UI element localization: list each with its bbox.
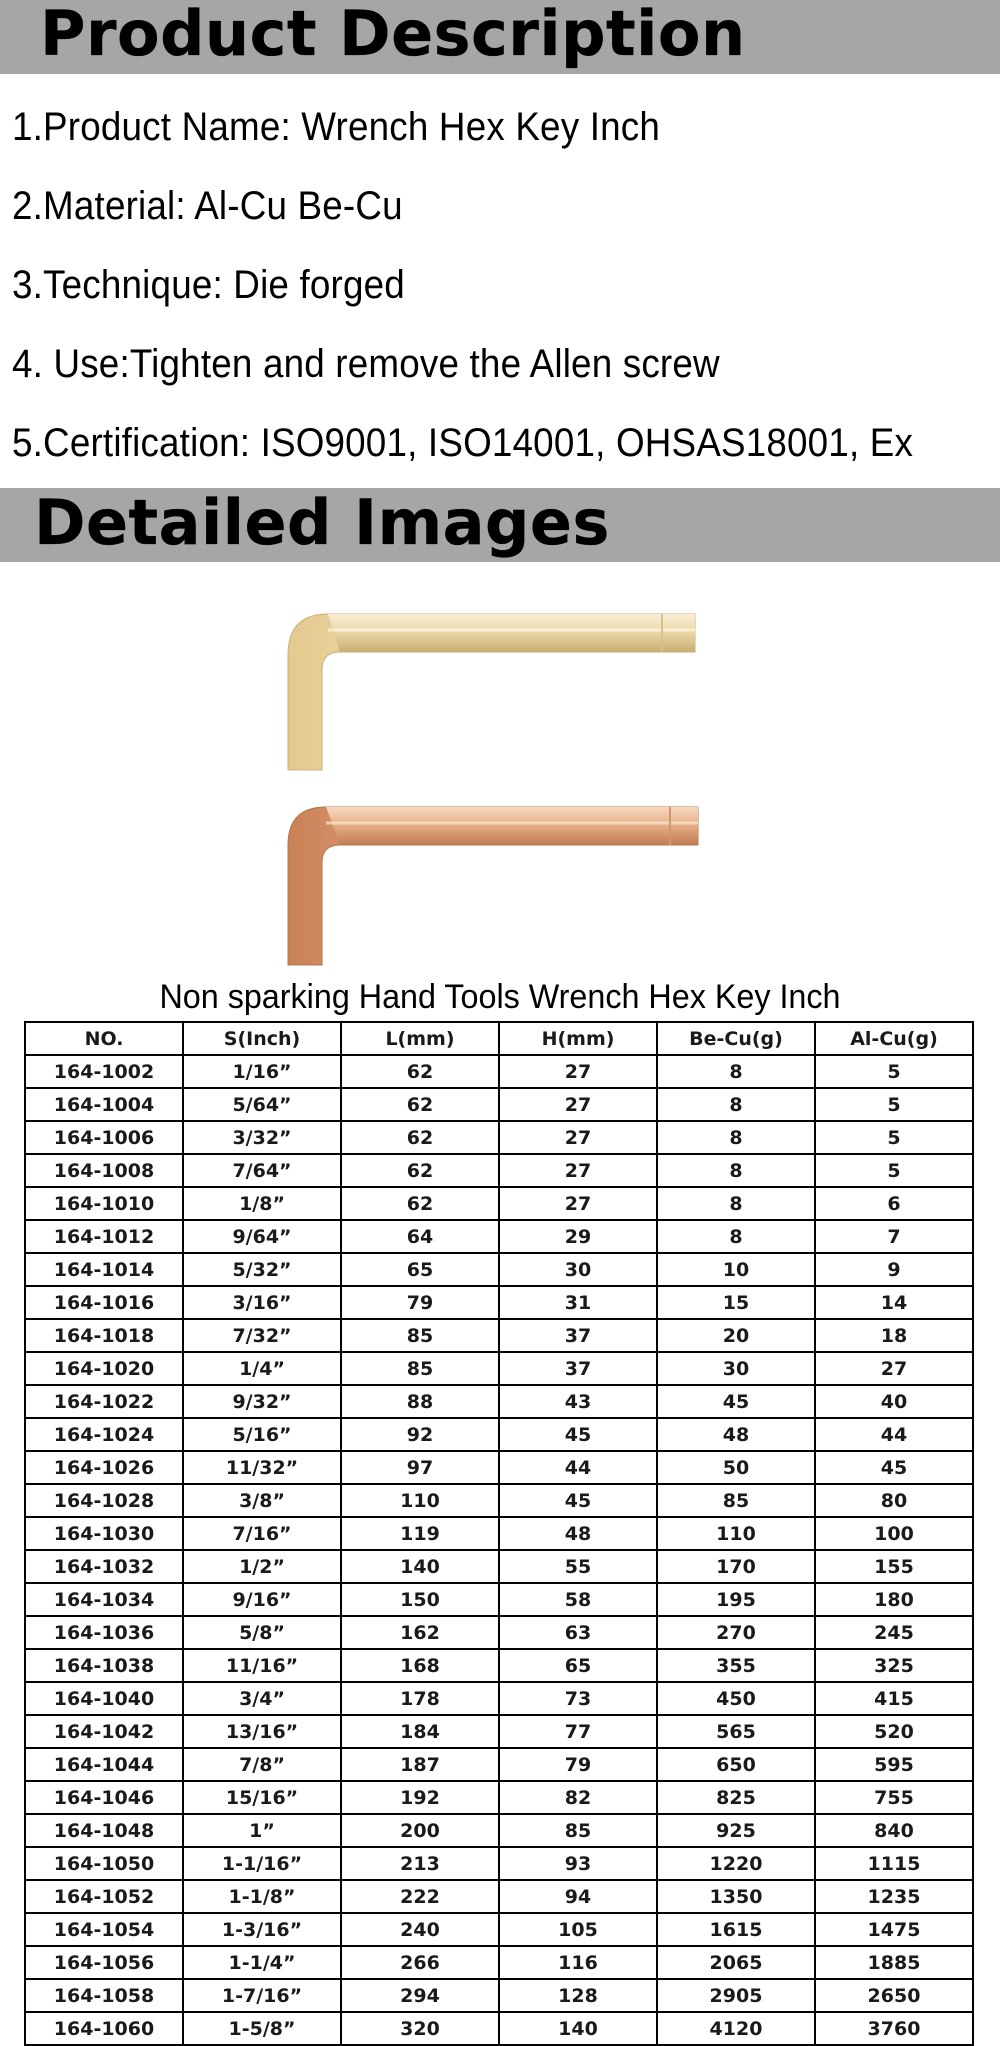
table-cell: 85 [341, 1319, 499, 1352]
table-cell: 9/32” [183, 1385, 341, 1418]
table-cell: 1” [183, 1814, 341, 1847]
table-cell: 55 [499, 1550, 657, 1583]
table-cell: 14 [815, 1286, 973, 1319]
table-cell: 320 [341, 2012, 499, 2045]
table-cell: 93 [499, 1847, 657, 1880]
table-cell: 825 [657, 1781, 815, 1814]
table-cell: 30 [499, 1253, 657, 1286]
table-cell: 195 [657, 1583, 815, 1616]
section-banner-detailed-images [0, 488, 1000, 562]
table-row [25, 1517, 973, 1550]
table-cell: 63 [499, 1616, 657, 1649]
table-row [25, 1088, 973, 1121]
table-cell: 1-1/4” [183, 1946, 341, 1979]
table-cell: 29 [499, 1220, 657, 1253]
table-cell: 5 [815, 1121, 973, 1154]
table-cell: 65 [341, 1253, 499, 1286]
table-cell: 1475 [815, 1913, 973, 1946]
table-cell: 155 [815, 1550, 973, 1583]
table-cell: 80 [815, 1484, 973, 1517]
table-row [25, 1352, 973, 1385]
table-header-row [25, 1022, 973, 1055]
table-cell: 7 [815, 1220, 973, 1253]
table-cell: 116 [499, 1946, 657, 1979]
table-row [25, 1880, 973, 1913]
table-cell: 5 [815, 1088, 973, 1121]
table-cell: 3/8” [183, 1484, 341, 1517]
table-cell: 4120 [657, 2012, 815, 2045]
table-row [25, 1451, 973, 1484]
table-cell: 27 [499, 1121, 657, 1154]
table-cell: 1/16” [183, 1055, 341, 1088]
table-cell: 92 [341, 1418, 499, 1451]
copper-hex-key-image [270, 795, 710, 970]
table-cell: 18 [815, 1319, 973, 1352]
table-cell: 7/16” [183, 1517, 341, 1550]
table-cell: 110 [341, 1484, 499, 1517]
table-cell: 213 [341, 1847, 499, 1880]
table-cell: 15/16” [183, 1781, 341, 1814]
table-cell: 2905 [657, 1979, 815, 2012]
table-cell: 37 [499, 1352, 657, 1385]
table-cell: 62 [341, 1055, 499, 1088]
table-cell: 1220 [657, 1847, 815, 1880]
section-heading: Detailed Images [34, 486, 610, 559]
table-cell: 164-1042 [25, 1715, 183, 1748]
table-cell: 150 [341, 1583, 499, 1616]
table-cell: 77 [499, 1715, 657, 1748]
table-cell: 27 [499, 1088, 657, 1121]
table-cell: 184 [341, 1715, 499, 1748]
table-row [25, 1781, 973, 1814]
table-cell: 164-1054 [25, 1913, 183, 1946]
table-cell: 222 [341, 1880, 499, 1913]
table-cell: 520 [815, 1715, 973, 1748]
table-cell: 100 [815, 1517, 973, 1550]
table-cell: 164-1038 [25, 1649, 183, 1682]
table-cell: 5/16” [183, 1418, 341, 1451]
table-cell: 119 [341, 1517, 499, 1550]
table-cell: 82 [499, 1781, 657, 1814]
table-cell: 48 [657, 1418, 815, 1451]
table-cell: 1/8” [183, 1187, 341, 1220]
table-row [25, 1385, 973, 1418]
table-row [25, 1649, 973, 1682]
table-cell: 1235 [815, 1880, 973, 1913]
technique-line: 3.Technique: Die forged [12, 263, 405, 307]
table-title: Non sparking Hand Tools Wrench Hex Key Inch [159, 978, 841, 1016]
table-cell: 65 [499, 1649, 657, 1682]
table-cell: 187 [341, 1748, 499, 1781]
column-header: H(mm) [499, 1022, 657, 1055]
table-cell: 164-1008 [25, 1154, 183, 1187]
table-row [25, 1847, 973, 1880]
table-cell: 88 [341, 1385, 499, 1418]
table-cell: 27 [499, 1055, 657, 1088]
table-cell: 58 [499, 1583, 657, 1616]
table-cell: 840 [815, 1814, 973, 1847]
table-cell: 8 [657, 1055, 815, 1088]
table-cell: 1/2” [183, 1550, 341, 1583]
table-cell: 20 [657, 1319, 815, 1352]
table-cell: 9/16” [183, 1583, 341, 1616]
table-cell: 105 [499, 1913, 657, 1946]
table-row [25, 1286, 973, 1319]
table-cell: 62 [341, 1187, 499, 1220]
table-cell: 10 [657, 1253, 815, 1286]
table-cell: 1-1/8” [183, 1880, 341, 1913]
column-header: L(mm) [341, 1022, 499, 1055]
brass-hex-key-image [270, 600, 710, 780]
table-cell: 164-1036 [25, 1616, 183, 1649]
column-header: S(Inch) [183, 1022, 341, 1055]
table-cell: 3/32” [183, 1121, 341, 1154]
table-cell: 62 [341, 1154, 499, 1187]
section-banner-product-description [0, 0, 1000, 74]
table-cell: 925 [657, 1814, 815, 1847]
table-cell: 164-1016 [25, 1286, 183, 1319]
table-cell: 650 [657, 1748, 815, 1781]
table-cell: 40 [815, 1385, 973, 1418]
column-header: NO. [25, 1022, 183, 1055]
table-cell: 2650 [815, 1979, 973, 2012]
table-cell: 162 [341, 1616, 499, 1649]
table-cell: 31 [499, 1286, 657, 1319]
table-cell: 164-1050 [25, 1847, 183, 1880]
table-cell: 240 [341, 1913, 499, 1946]
column-header: Be-Cu(g) [657, 1022, 815, 1055]
table-cell: 5 [815, 1154, 973, 1187]
table-cell: 180 [815, 1583, 973, 1616]
table-cell: 1615 [657, 1913, 815, 1946]
table-row [25, 1616, 973, 1649]
material-line: 2.Material: Al-Cu Be-Cu [12, 184, 403, 228]
table-cell: 164-1010 [25, 1187, 183, 1220]
table-cell: 13/16” [183, 1715, 341, 1748]
table-cell: 8 [657, 1121, 815, 1154]
table-body [25, 1055, 973, 2045]
table-cell: 64 [341, 1220, 499, 1253]
table-cell: 595 [815, 1748, 973, 1781]
table-cell: 44 [815, 1418, 973, 1451]
table-cell: 178 [341, 1682, 499, 1715]
table-row [25, 1154, 973, 1187]
table-cell: 8 [657, 1220, 815, 1253]
table-cell: 7/64” [183, 1154, 341, 1187]
table-cell: 3/16” [183, 1286, 341, 1319]
table-cell: 164-1046 [25, 1781, 183, 1814]
table-cell: 325 [815, 1649, 973, 1682]
table-cell: 164-1024 [25, 1418, 183, 1451]
table-cell: 9/64” [183, 1220, 341, 1253]
table-row [25, 1220, 973, 1253]
table-row [25, 1418, 973, 1451]
table-row [25, 1187, 973, 1220]
table-cell: 164-1012 [25, 1220, 183, 1253]
table-row [25, 1055, 973, 1088]
table-cell: 164-1022 [25, 1385, 183, 1418]
table-cell: 45 [815, 1451, 973, 1484]
table-cell: 164-1028 [25, 1484, 183, 1517]
table-row [25, 1946, 973, 1979]
table-cell: 164-1020 [25, 1352, 183, 1385]
table-cell: 94 [499, 1880, 657, 1913]
table-cell: 266 [341, 1946, 499, 1979]
table-cell: 79 [499, 1748, 657, 1781]
table-cell: 164-1006 [25, 1121, 183, 1154]
table-cell: 164-1014 [25, 1253, 183, 1286]
table-cell: 164-1040 [25, 1682, 183, 1715]
table-cell: 192 [341, 1781, 499, 1814]
table-cell: 45 [499, 1418, 657, 1451]
table-cell: 1-3/16” [183, 1913, 341, 1946]
table-cell: 164-1060 [25, 2012, 183, 2045]
table-cell: 164-1048 [25, 1814, 183, 1847]
table-row [25, 1319, 973, 1352]
use-line: 4. Use:Tighten and remove the Allen screw [12, 342, 720, 386]
table-row [25, 1913, 973, 1946]
table-cell: 168 [341, 1649, 499, 1682]
table-cell: 3/4” [183, 1682, 341, 1715]
table-cell: 15 [657, 1286, 815, 1319]
table-cell: 73 [499, 1682, 657, 1715]
table-cell: 43 [499, 1385, 657, 1418]
table-cell: 62 [341, 1121, 499, 1154]
product-name-line: 1.Product Name: Wrench Hex Key Inch [12, 105, 660, 149]
table-cell: 3760 [815, 2012, 973, 2045]
table-cell: 1-5/8” [183, 2012, 341, 2045]
table-cell: 170 [657, 1550, 815, 1583]
table-row [25, 1550, 973, 1583]
section-heading: Product Description [40, 0, 746, 70]
table-cell: 37 [499, 1319, 657, 1352]
table-cell: 5/64” [183, 1088, 341, 1121]
table-cell: 5/8” [183, 1616, 341, 1649]
table-cell: 1115 [815, 1847, 973, 1880]
table-cell: 1-7/16” [183, 1979, 341, 2012]
table-cell: 164-1058 [25, 1979, 183, 2012]
table-cell: 85 [499, 1814, 657, 1847]
table-cell: 44 [499, 1451, 657, 1484]
table-cell: 164-1030 [25, 1517, 183, 1550]
table-cell: 85 [341, 1352, 499, 1385]
table-cell: 270 [657, 1616, 815, 1649]
table-cell: 27 [499, 1154, 657, 1187]
table-row [25, 1583, 973, 1616]
table-cell: 85 [657, 1484, 815, 1517]
table-cell: 8 [657, 1088, 815, 1121]
table-cell: 7/8” [183, 1748, 341, 1781]
table-cell: 50 [657, 1451, 815, 1484]
table-cell: 164-1052 [25, 1880, 183, 1913]
table-cell: 1350 [657, 1880, 815, 1913]
table-cell: 45 [499, 1484, 657, 1517]
table-cell: 355 [657, 1649, 815, 1682]
table-cell: 45 [657, 1385, 815, 1418]
table-cell: 1885 [815, 1946, 973, 1979]
table-cell: 164-1032 [25, 1550, 183, 1583]
table-cell: 27 [815, 1352, 973, 1385]
table-row [25, 1682, 973, 1715]
table-cell: 97 [341, 1451, 499, 1484]
table-row [25, 1121, 973, 1154]
table-cell: 294 [341, 1979, 499, 2012]
table-cell: 11/32” [183, 1451, 341, 1484]
table-cell: 9 [815, 1253, 973, 1286]
table-cell: 164-1026 [25, 1451, 183, 1484]
table-cell: 164-1018 [25, 1319, 183, 1352]
table-cell: 110 [657, 1517, 815, 1550]
table-row [25, 1715, 973, 1748]
table-cell: 1/4” [183, 1352, 341, 1385]
table-cell: 200 [341, 1814, 499, 1847]
table-cell: 755 [815, 1781, 973, 1814]
table-row [25, 1979, 973, 2012]
table-cell: 48 [499, 1517, 657, 1550]
table-cell: 164-1004 [25, 1088, 183, 1121]
table-cell: 2065 [657, 1946, 815, 1979]
table-cell: 5/32” [183, 1253, 341, 1286]
certification-line: 5.Certification: ISO9001, ISO14001, OHSAS18001, Ex [12, 421, 914, 465]
column-header: Al-Cu(g) [815, 1022, 973, 1055]
spec-table [24, 1021, 974, 2046]
table-cell: 245 [815, 1616, 973, 1649]
table-cell: 62 [341, 1088, 499, 1121]
table-cell: 5 [815, 1055, 973, 1088]
table-cell: 140 [341, 1550, 499, 1583]
table-cell: 11/16” [183, 1649, 341, 1682]
table-cell: 30 [657, 1352, 815, 1385]
table-row [25, 1484, 973, 1517]
table-cell: 164-1034 [25, 1583, 183, 1616]
table-cell: 6 [815, 1187, 973, 1220]
table-row [25, 1814, 973, 1847]
table-cell: 79 [341, 1286, 499, 1319]
table-row [25, 1253, 973, 1286]
table-cell: 8 [657, 1154, 815, 1187]
table-cell: 450 [657, 1682, 815, 1715]
table-row [25, 1748, 973, 1781]
table-cell: 415 [815, 1682, 973, 1715]
table-cell: 164-1002 [25, 1055, 183, 1088]
table-cell: 164-1044 [25, 1748, 183, 1781]
table-cell: 164-1056 [25, 1946, 183, 1979]
table-cell: 140 [499, 2012, 657, 2045]
table-row [25, 2012, 973, 2045]
table-cell: 8 [657, 1187, 815, 1220]
table-cell: 128 [499, 1979, 657, 2012]
table-cell: 565 [657, 1715, 815, 1748]
table-cell: 27 [499, 1187, 657, 1220]
table-cell: 1-1/16” [183, 1847, 341, 1880]
table-cell: 7/32” [183, 1319, 341, 1352]
